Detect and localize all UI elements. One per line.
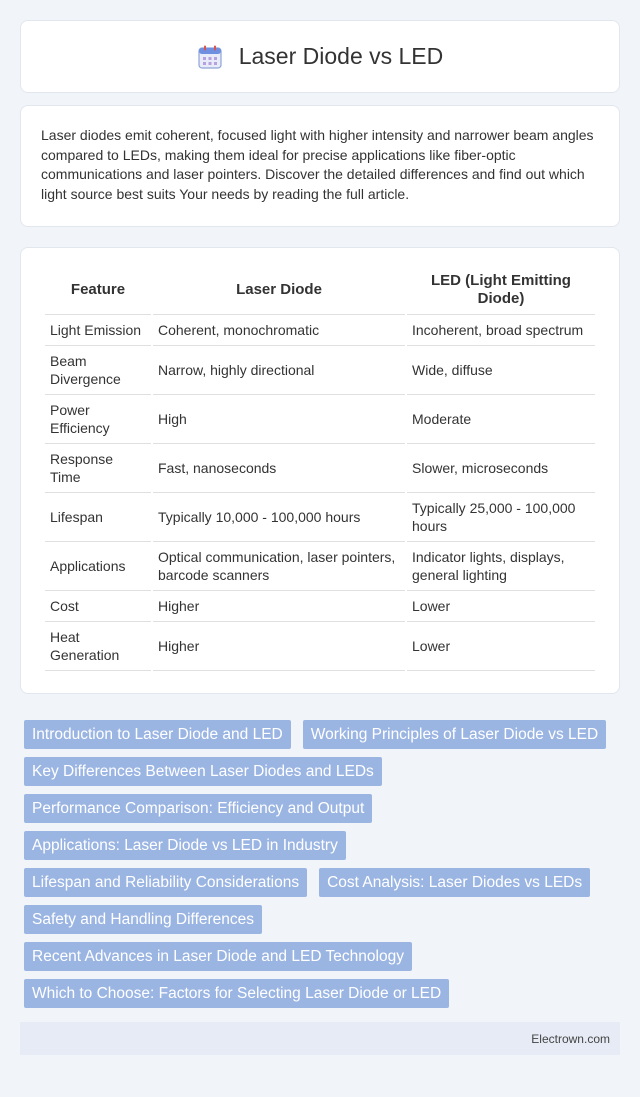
link-recent-advances[interactable]: Recent Advances in Laser Diode and LED Technology xyxy=(24,942,412,971)
table-cell: Moderate xyxy=(407,395,595,444)
column-header: Laser Diode xyxy=(153,266,405,315)
link-introduction[interactable]: Introduction to Laser Diode and LED xyxy=(24,720,291,749)
link-lifespan[interactable]: Lifespan and Reliability Considerations xyxy=(24,868,307,897)
page-footer xyxy=(20,1022,620,1055)
link-working-principles[interactable]: Working Principles of Laser Diode vs LED xyxy=(303,720,606,749)
table-cell: Incoherent, broad spectrum xyxy=(407,315,595,346)
link-applications[interactable]: Applications: Laser Diode vs LED in Industry xyxy=(24,831,346,860)
table-cell: Higher xyxy=(153,622,405,671)
comparison-card xyxy=(20,247,620,694)
table-cell: Applications xyxy=(45,542,151,591)
calendar-icon xyxy=(197,44,223,70)
link-cost-analysis[interactable]: Cost Analysis: Laser Diodes vs LEDs xyxy=(319,868,590,897)
page-header xyxy=(20,20,620,93)
table-cell: Typically 25,000 - 100,000 hours xyxy=(407,493,595,542)
link-performance-comparison[interactable]: Performance Comparison: Efficiency and Output xyxy=(24,794,372,823)
table-cell: Fast, nanoseconds xyxy=(153,444,405,493)
table-header-row xyxy=(45,266,595,315)
footer-site[interactable]: Electrown.com xyxy=(531,1031,610,1046)
table-cell: Slower, microseconds xyxy=(407,444,595,493)
table-row xyxy=(45,542,595,591)
table-cell: Narrow, highly directional xyxy=(153,346,405,395)
link-which-to-choose[interactable]: Which to Choose: Factors for Selecting Laser Diode or LED xyxy=(24,979,449,1008)
table-cell: Higher xyxy=(153,591,405,622)
table-row xyxy=(45,444,595,493)
table-cell: Cost xyxy=(45,591,151,622)
table-cell: Indicator lights, displays, general lighting xyxy=(407,542,595,591)
table-row xyxy=(45,346,595,395)
table-cell: Optical communication, laser pointers, barcode scanners xyxy=(153,542,405,591)
table-row xyxy=(45,395,595,444)
table-cell: Heat Generation xyxy=(45,622,151,671)
intro-card xyxy=(20,105,620,227)
intro-text: Laser diodes emit coherent, focused light with higher intensity and narrower beam angles compared to LEDs, making them ideal for precise applications like fiber-optic communications and laser pointers. Discover the detailed differences and find out which light source best suits Your needs by reading the full article. xyxy=(41,127,594,202)
column-header: LED (Light Emitting Diode) xyxy=(407,266,595,315)
column-header: Feature xyxy=(45,266,151,315)
link-safety[interactable]: Safety and Handling Differences xyxy=(24,905,262,934)
table-cell: Power Efficiency xyxy=(45,395,151,444)
table-cell: Beam Divergence xyxy=(45,346,151,395)
table-cell: Light Emission xyxy=(45,315,151,346)
table-cell: Lower xyxy=(407,622,595,671)
page-title: Laser Diode vs LED xyxy=(238,43,444,69)
table-row xyxy=(45,591,595,622)
table-row xyxy=(45,622,595,671)
table-row xyxy=(45,493,595,542)
table-cell: Typically 10,000 - 100,000 hours xyxy=(153,493,405,542)
table-cell: High xyxy=(153,395,405,444)
table-cell: Lower xyxy=(407,591,595,622)
table-cell: Coherent, monochromatic xyxy=(153,315,405,346)
table-cell: Response Time xyxy=(45,444,151,493)
link-key-differences[interactable]: Key Differences Between Laser Diodes and LEDs xyxy=(24,757,382,786)
table-cell: Lifespan xyxy=(45,493,151,542)
table-cell: Wide, diffuse xyxy=(407,346,595,395)
related-links xyxy=(20,720,620,1008)
table-row xyxy=(45,315,595,346)
comparison-table xyxy=(43,266,597,671)
